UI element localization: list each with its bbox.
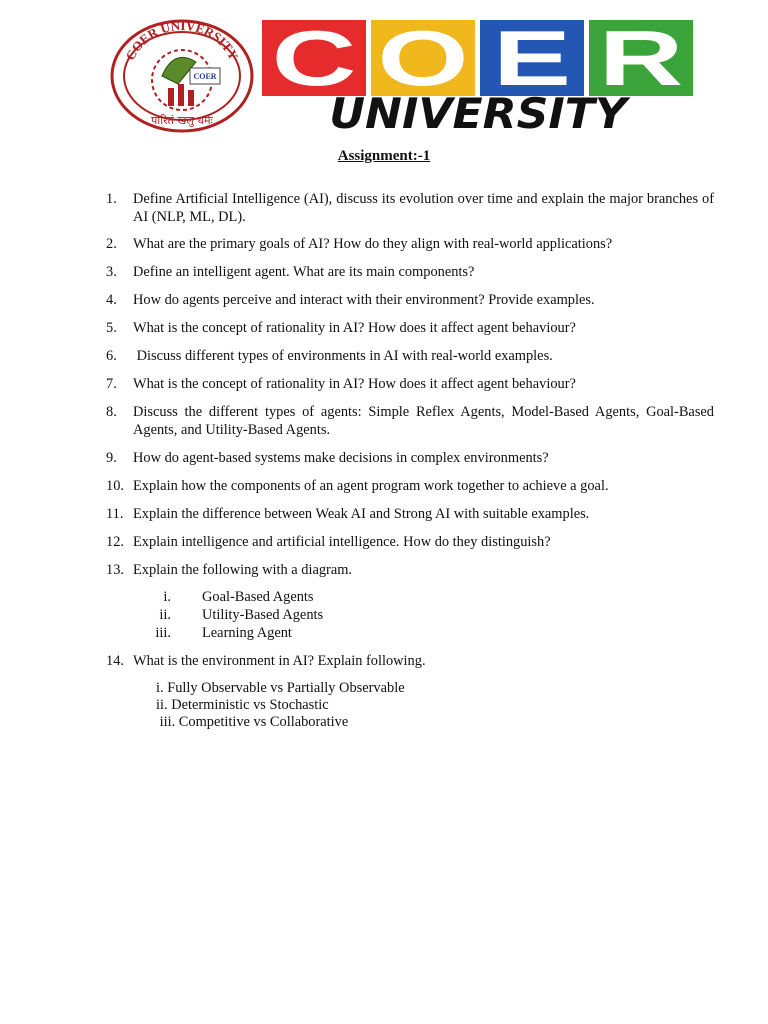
question-item: 6. Discuss different types of environments in AI with real-world examples. [106, 348, 553, 364]
question-item: 12. Explain intelligence and artificial intelligence. How do they distinguish? [106, 534, 551, 550]
sub-item: i. Fully Observable vs Partially Observable [156, 680, 405, 696]
sub-item: ii. Deterministic vs Stochastic [156, 697, 329, 713]
question-item: 3. Define an intelligent agent. What are its main components? [106, 264, 475, 280]
question-list [106, 190, 714, 731]
banner-university-word: UNIVERSITY [329, 89, 627, 138]
svg-text:पारितं खलु धर्मः: पारितं खलु धर्मः [151, 114, 213, 127]
question-item: 2. What are the primary goals of AI? How do they align with real-world applications? [106, 236, 613, 252]
q14-sublist [156, 680, 714, 731]
question-item: 4. How do agents perceive and interact with their environment? Provide examples. [106, 292, 595, 308]
banner-tile-c: C [262, 20, 366, 96]
question-item: 13. Explain the following with a diagram. [106, 562, 353, 578]
sub-item: iii. Competitive vs Collaborative [156, 714, 349, 730]
question-item: 10. Explain how the components of an agent program work together to achieve a goal. [106, 478, 609, 494]
question-item: 1. Define Artificial Intelligence (AI), discuss its evolution over time and explain the major branches of AI (NLP, ML, DL). [106, 191, 714, 225]
question-item: 7. What is the concept of rationality in AI? How does it affect agent behaviour? [106, 376, 576, 392]
question-item: 14. What is the environment in AI? Explain following. [106, 653, 426, 669]
banner-tile-e: E [480, 20, 584, 96]
university-seal-logo [108, 18, 256, 134]
svg-text:COER: COER [193, 72, 217, 81]
question-item: 9. How do agent-based systems make decisions in complex environments? [106, 450, 549, 466]
question-item: 11. Explain the difference between Weak AI and Strong AI with suitable examples. [106, 506, 590, 522]
banner-tile-o: O [371, 20, 475, 96]
question-item: 8. Discuss the different types of agents: Simple Reflex Agents, Model-Based Agents, Goal-Based Agents, and Utility-Based Agents. [106, 404, 714, 438]
assignment-title: Assignment:-1 [337, 148, 431, 164]
sub-item: ii. Utility-Based Agents [159, 607, 324, 623]
letterhead [0, 0, 768, 140]
sub-item: i. Goal-Based Agents [163, 589, 314, 605]
question-item: 5. What is the concept of rationality in AI? How does it affect agent behaviour? [106, 320, 576, 336]
q13-sublist [106, 588, 714, 642]
svg-text:COER UNIVERSITY: COER UNIVERSITY [122, 18, 242, 63]
banner-tile-r: R [589, 20, 693, 96]
sub-item: iii. Learning Agent [155, 625, 292, 641]
coer-university-banner-logo [262, 14, 694, 138]
